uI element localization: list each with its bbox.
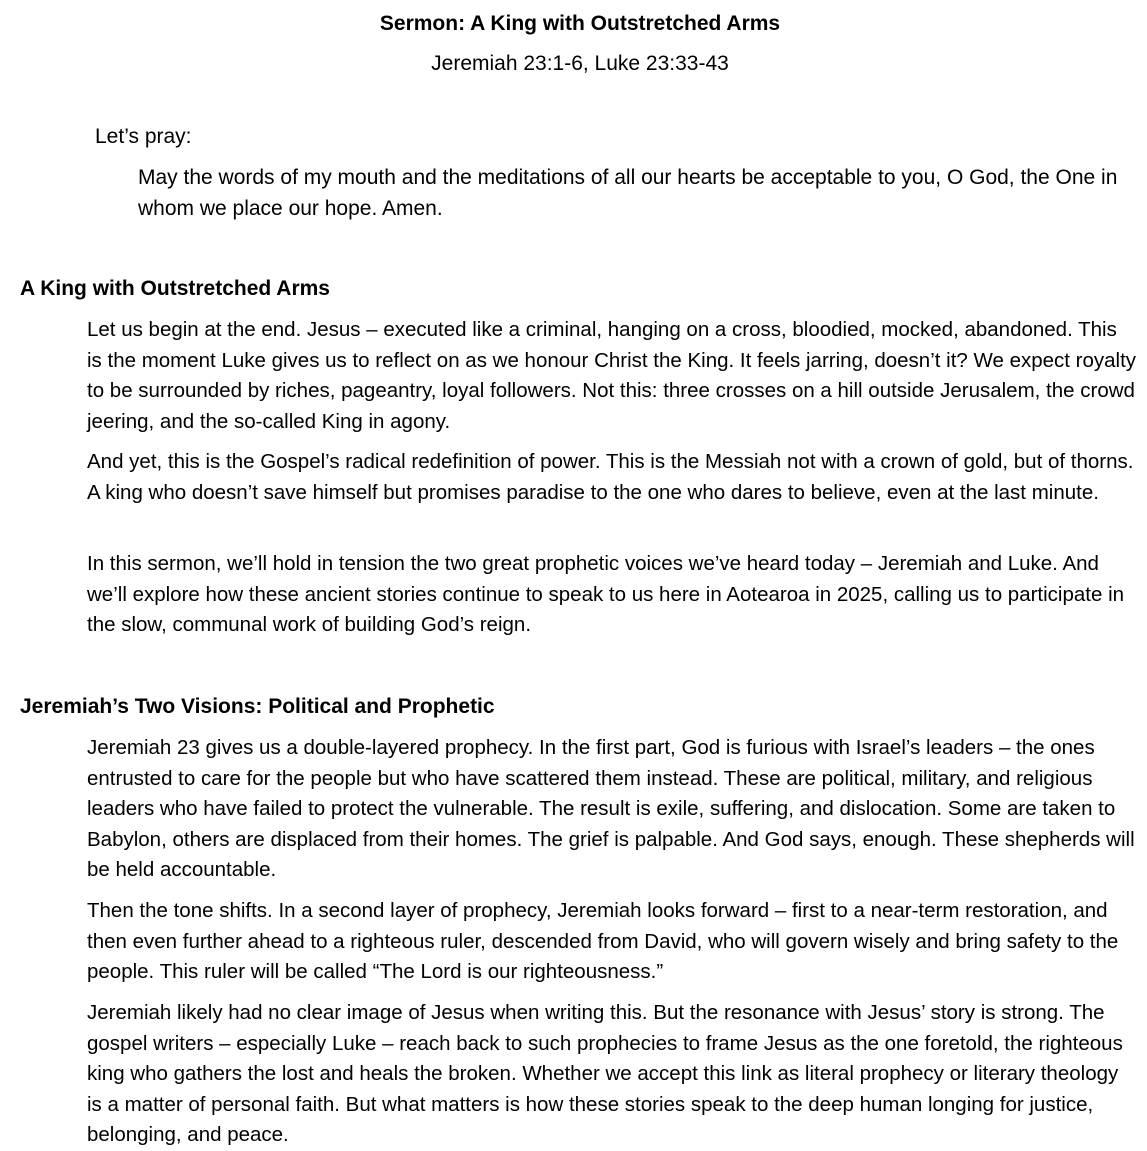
- paragraph: Jeremiah likely had no clear image of Jesus when writing this. But the resonance with Jesus’ story is strong. The gospel writers – especially Luke – reach back to such prophecies to frame Jesus as the one foretold, the righteous king who gathers the lost and heals the broken. Whether we accept this link as literal prophecy or literary theology is a matter of personal faith. But what matters is how these stories speak to the deep human longing for justice, belonging, and peace.: [87, 1001, 1123, 1146]
- paragraph: And yet, this is the Gospel’s radical redefinition of power. This is the Messiah not with a crown of gold, but of thorns. A king who doesn’t save himself but promises paradise to the one who dares to believe, even at the last minute.: [87, 450, 1134, 504]
- prayer-intro: Let’s pray:: [95, 125, 192, 148]
- sermon-title: Sermon: A King with Outstretched Arms: [379, 12, 781, 35]
- paragraph: Then the tone shifts. In a second layer of prophecy, Jeremiah looks forward – first to a near-term restoration, and then even further ahead to a righteous ruler, descended from David, who will govern wisely and bring safety to the people. This ruler will be called “The Lord is our righteousness.”: [87, 899, 1119, 983]
- scripture-readings: Jeremiah 23:1-6, Luke 23:33-43: [431, 52, 729, 75]
- section-heading-jeremiah: Jeremiah’s Two Visions: Political and Prophetic: [20, 695, 495, 718]
- prayer-text: May the words of my mouth and the meditations of all our hearts be acceptable to you, O God, the One in whom we place our hope. Amen.: [138, 166, 1118, 220]
- paragraph: Jeremiah 23 gives us a double-layered prophecy. In the first part, God is furious with Israel’s leaders – the ones entrusted to care for the people but who have scattered them instead. These are political, military, and religious leaders who have failed to protect the vulnerable. The result is exile, suffering, and dislocation. Some are taken to Babylon, others are displaced from their homes. The grief is palpable. And God says, enough. These shepherds will be held accountable.: [87, 736, 1135, 881]
- paragraph: Let us begin at the end. Jesus – executed like a criminal, hanging on a cross, bloodied, mocked, abandoned. This is the moment Luke gives us to reflect on as we honour Christ the King. It feels jarring, doesn’t it? We expect royalty to be surrounded by riches, pageantry, loyal followers. Not this: three crosses on a hill outside Jerusalem, the crowd jeering, and the so-called King in agony.: [87, 318, 1137, 433]
- paragraph: In this sermon, we’ll hold in tension the two great prophetic voices we’ve heard today – Jeremiah and Luke. And we’ll explore how these ancient stories continue to speak to us here in Aotearoa in 2025, calling us to participate in the slow, communal work of building God’s reign.: [87, 552, 1125, 636]
- section-heading-king: A King with Outstretched Arms: [20, 277, 330, 300]
